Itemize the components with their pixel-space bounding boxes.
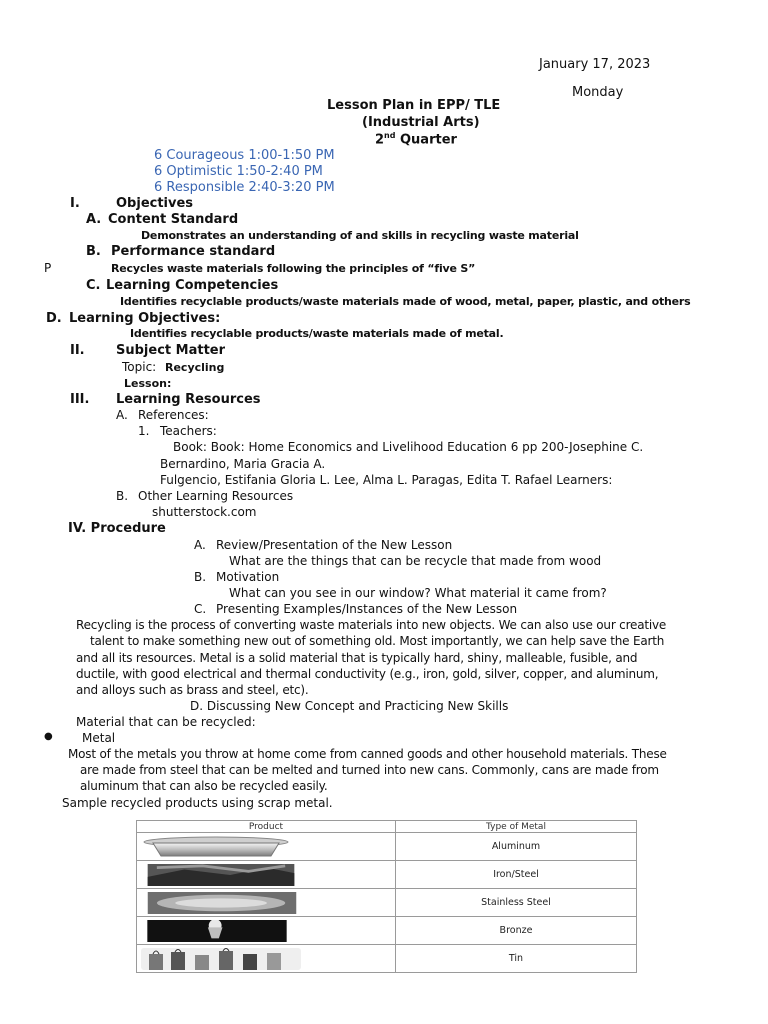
subject-num: II. [70, 343, 85, 358]
references-label: A. [116, 408, 128, 422]
references-heading: References: [138, 408, 209, 422]
day: Monday [572, 85, 624, 100]
teachers-num: 1. [138, 424, 150, 438]
aluminum-tray-image [141, 836, 291, 858]
topic-value: Recycling [165, 361, 225, 374]
resources-num: III. [70, 392, 90, 407]
date: January 17, 2023 [539, 57, 651, 72]
lesson-label: Lesson: [124, 377, 172, 390]
paragraph-line-4: ductile, with good electrical and thermal conductivity (e.g., iron, gold, silver, copper, and aluminum, [76, 667, 659, 681]
website-link[interactable]: shutterstock.com [152, 505, 257, 519]
performance-standard-heading: Performance standard [111, 244, 276, 259]
performance-standard-label: B. [86, 244, 101, 259]
tin-cans-image [141, 948, 301, 970]
column-product: Product [137, 821, 396, 833]
content-standard-label: A. [86, 212, 102, 227]
procedure-c-label: C. [194, 602, 207, 616]
procedure-a-text: Review/Presentation of the New Lesson [216, 538, 453, 552]
procedure-b-text: Motivation [216, 570, 280, 584]
paragraph-line-3: and all its resources. Metal is a solid material that is typically hard, shiny, malleable, fusible, and [76, 651, 638, 665]
other-resources-heading: Other Learning Resources [138, 489, 294, 503]
iron-steel-image [141, 864, 301, 886]
material-line: Material that can be recycled: [76, 715, 256, 729]
teachers-heading: Teachers: [160, 424, 217, 438]
title-line-2: (Industrial Arts) [362, 115, 480, 130]
recycled-products-table [136, 820, 637, 973]
product-image-cell [137, 861, 396, 889]
objectives-heading: Objectives [116, 196, 194, 211]
metal-type: Iron/Steel [396, 861, 637, 889]
learning-objectives-text: Identifies recyclable products/waste materials made of metal. [130, 327, 504, 340]
quarter-number: 2 [375, 132, 385, 148]
table-header-row [137, 821, 637, 833]
resources-heading: Learning Resources [116, 392, 261, 407]
bullet-icon: ● [44, 731, 53, 742]
paragraph-line-1: Recycling is the process of converting waste materials into new objects. We can also use our creative [76, 618, 667, 632]
metal-type: Aluminum [396, 833, 637, 861]
metal-line-2: are made from steel that can be melted and turned into new cans. Commonly, cans are made from [80, 763, 659, 777]
other-resources-label: B. [116, 489, 129, 503]
procedure-d-text: D. Discussing New Concept and Practicing New Skills [190, 699, 509, 713]
metal-type: Tin [396, 945, 637, 973]
table-row [137, 889, 637, 917]
table-row [137, 945, 637, 973]
paragraph-line-2: talent to make something new out of something old. Most importantly, we can help save the Earth [90, 634, 665, 648]
table-row [137, 833, 637, 861]
quarter [375, 132, 457, 146]
procedure-a-question: What are the things that can be recycle that made from wood [229, 554, 602, 568]
procedure-b-label: B. [194, 570, 207, 584]
competencies-text: Identifies recyclable products/waste materials made of wood, metal, paper, plastic, and others [120, 295, 691, 308]
content-standard-text: Demonstrates an understanding of and skills in recycling waste material [141, 229, 579, 242]
metal-label: Metal [82, 731, 116, 745]
product-image-cell [137, 889, 396, 917]
product-image-cell [137, 917, 396, 945]
book-line-3: Fulgencio, Estifania Gloria L. Lee, Alma L. Paragas, Edita T. Rafael Learners: [160, 473, 613, 487]
procedure-a-label: A. [194, 538, 206, 552]
competencies-label: C. [86, 278, 101, 293]
paragraph-line-5: and alloys such as brass and steel, etc). [76, 683, 309, 697]
product-image-cell [137, 833, 396, 861]
book-line-2: Bernardino, Maria Gracia A. [160, 457, 326, 471]
content-standard-heading: Content Standard [108, 212, 239, 227]
metal-type: Bronze [396, 917, 637, 945]
topic-label: Topic: [122, 360, 157, 374]
stainless-steel-image [141, 892, 303, 914]
competencies-heading: Learning Competencies [106, 278, 279, 293]
table-row [137, 861, 637, 889]
procedure-b-question: What can you see in our window? What material it came from? [229, 586, 607, 600]
objectives-num: I. [70, 196, 80, 211]
sample-line: Sample recycled products using scrap metal. [62, 796, 333, 810]
title-line-1: Lesson Plan in EPP/ TLE [327, 98, 501, 113]
stray-letter: P [44, 261, 52, 275]
metal-line-1: Most of the metals you throw at home come from canned goods and other household materials. These [68, 747, 667, 761]
column-metal: Type of Metal [396, 821, 637, 833]
product-image-cell [137, 945, 396, 973]
book-line-1: Book: Book: Home Economics and Livelihood Education 6 pp 200-Josephine C. [173, 440, 644, 454]
quarter-word: Quarter [400, 132, 457, 148]
schedule-3: 6 Responsible 2:40-3:20 PM [154, 180, 335, 195]
procedure-heading: IV. Procedure [68, 521, 166, 536]
bronze-image [141, 920, 293, 942]
procedure-c-text: Presenting Examples/Instances of the New Lesson [216, 602, 518, 616]
learning-objectives-heading: Learning Objectives: [69, 311, 221, 326]
subject-heading: Subject Matter [116, 343, 226, 358]
schedule-2: 6 Optimistic 1:50-2:40 PM [154, 164, 323, 179]
learning-objectives-label: D. [46, 311, 62, 326]
quarter-suffix: nd [384, 131, 396, 140]
performance-standard-text: Recycles waste materials following the principles of “five S” [111, 262, 476, 275]
metal-line-3: aluminum that can also be recycled easily. [80, 779, 328, 793]
metal-type: Stainless Steel [396, 889, 637, 917]
table-row [137, 917, 637, 945]
schedule-1: 6 Courageous 1:00-1:50 PM [154, 148, 335, 163]
